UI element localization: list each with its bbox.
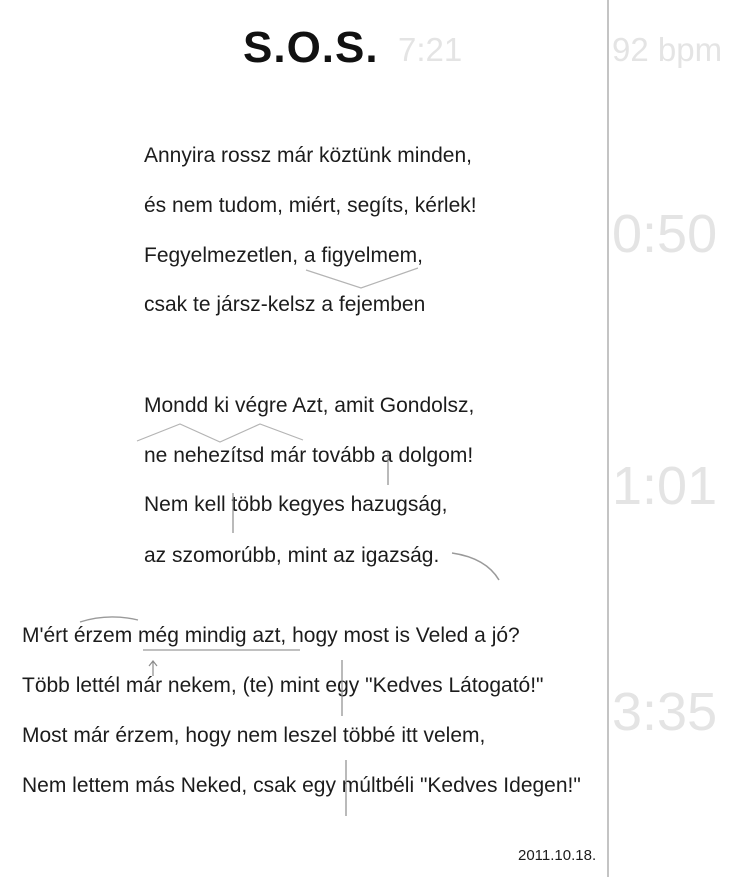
tempo-bpm: 92 bpm [612,31,723,68]
poem-line: az szomorúbb, mint az igazság. [144,544,440,567]
poem-line: Fegyelmezetlen, a figyelmem, [144,244,423,267]
poem-line: Annyira rossz már köztünk minden, [144,144,472,167]
annotation-wedge [306,268,418,288]
poem-line: Több lettél már nekem, (te) mint egy "Kedves Látogató!" [22,674,544,697]
poem-line: M'ért érzem még mindig azt, hogy most is Veled a jó? [22,624,520,647]
annotation-curve [452,553,499,580]
poem-line: és nem tudom, miért, segíts, kérlek! [144,194,477,217]
poem-line: Most már érzem, hogy nem leszel többé itt velem, [22,724,486,747]
time-mark: 3:35 [612,682,718,742]
annotation-zigzag [137,424,303,442]
tempo-duration: 7:21 [398,31,463,68]
poem-line: Nem kell több kegyes hazugság, [144,493,448,516]
poem-line: ne nehezítsd már tovább a dolgom! [144,444,474,467]
poem-line: Mondd ki végre Azt, amit Gondolsz, [144,394,475,417]
poem-date: 2011.10.18. [518,847,597,864]
vertical-divider [607,0,609,877]
annotation-arc [80,617,138,622]
poem-title: S.O.S. [243,23,379,72]
poem-line: csak te jársz-kelsz a fejemben [144,293,426,316]
time-mark: 0:50 [612,204,718,264]
poem-line: Nem lettem más Neked, csak egy múltbéli "Kedves Idegen!" [22,774,581,797]
time-mark: 1:01 [612,456,718,516]
